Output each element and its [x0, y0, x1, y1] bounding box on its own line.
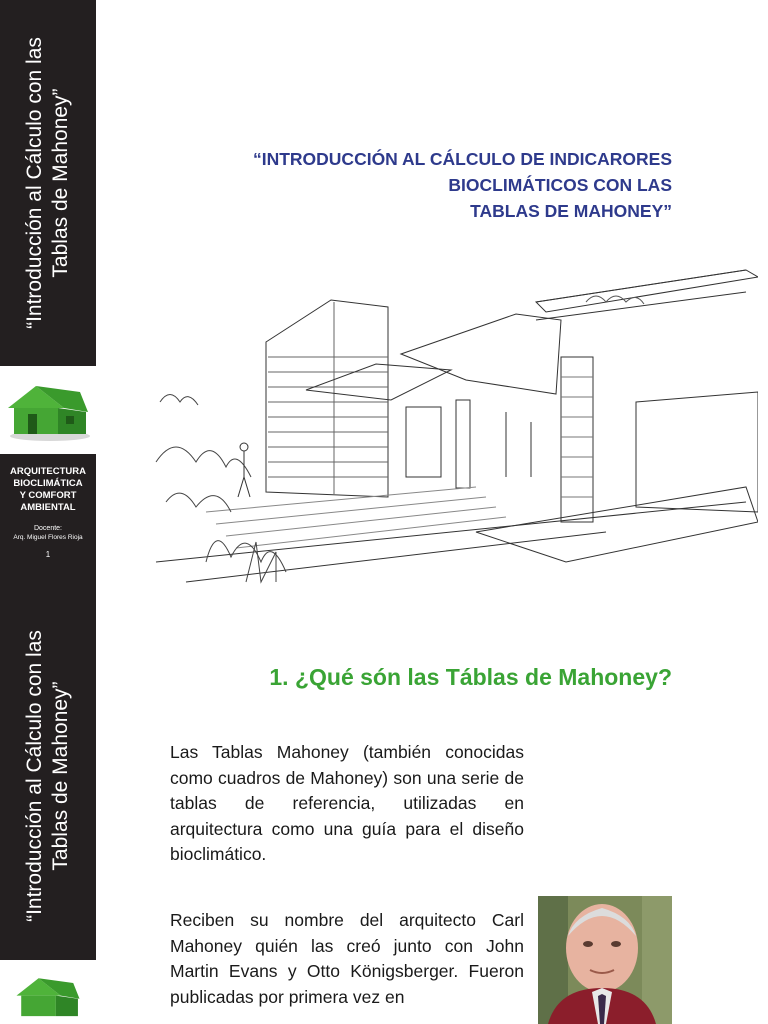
title-line-3: TABLAS DE MAHONEY”: [470, 201, 672, 221]
page-title: [152, 146, 672, 224]
house-icon: [0, 972, 96, 1024]
sidebar-title-line-1: “Introducción al Cálculo con las: [23, 630, 46, 922]
paragraph-definition: Las Tablas Mahoney (también conocidas como cuadros de Mahoney) son una serie de tablas de referencia, utilizadas en arquitectura como una guía para el diseño bioclimático.: [170, 742, 524, 864]
sidebar-title-line-2: Tablas de Mahoney”: [49, 681, 72, 871]
course-name: [0, 466, 96, 514]
sidebar-vertical-title: [22, 18, 74, 348]
house-icon: [0, 378, 96, 444]
course-line-3: Y COMFORT: [19, 490, 77, 501]
portrait-photo: [538, 896, 672, 1024]
sidebar-title-line-2: Tablas de Mahoney”: [49, 88, 72, 278]
sidebar-title-block: [0, 0, 96, 366]
title-line-2: BIOCLIMÁTICOS CON LAS: [448, 175, 672, 195]
section-heading: 1. ¿Qué són las Táblas de Mahoney?: [269, 664, 672, 690]
architecture-sketch: [146, 262, 758, 592]
paragraph-origin: Reciben su nombre del arquitecto Carl Mahoney quién las creó junto con John Martin Evans y Otto Königsberger. Fueron publicadas por primera vez en: [170, 910, 524, 1007]
course-line-1: ARQUITECTURA: [10, 466, 86, 477]
sidebar-title-block-2: [0, 592, 96, 960]
teacher-label: Docente:: [33, 525, 63, 532]
title-line-1: “INTRODUCCIÓN AL CÁLCULO DE INDICARORES: [252, 149, 672, 169]
course-info-block: [0, 454, 96, 592]
course-line-2: BIOCLIMÁTICA: [13, 478, 83, 489]
teacher-name: Arq. Miguel Flores Rioja: [13, 534, 83, 541]
course-line-4: AMBIENTAL: [20, 502, 76, 513]
sidebar-title-line-1: “Introducción al Cálculo con las: [23, 37, 46, 329]
page-number: 1: [45, 550, 51, 559]
sidebar-vertical-title-2: [22, 611, 74, 941]
